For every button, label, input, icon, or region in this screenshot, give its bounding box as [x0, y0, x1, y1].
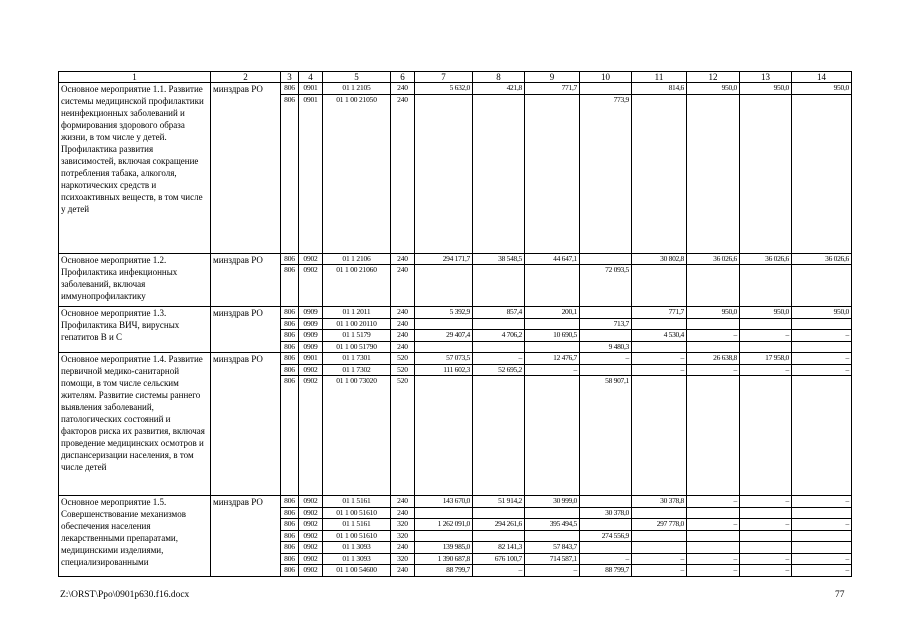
amount-cell — [473, 507, 525, 519]
code-cell: 806 — [281, 542, 299, 554]
amount-cell — [792, 542, 852, 554]
amount-cell — [632, 341, 687, 353]
amount-cell: – — [792, 496, 852, 508]
code-cell: 806 — [281, 353, 299, 365]
amount-cell: – — [740, 565, 792, 577]
amount-cell: 676 100,7 — [473, 553, 525, 565]
amount-cell — [792, 530, 852, 542]
amount-cell: 10 690,5 — [525, 330, 580, 342]
amount-cell: 30 378,0 — [580, 507, 632, 519]
code-cell: 806 — [281, 265, 299, 307]
amount-cell: 12 476,7 — [525, 353, 580, 365]
code-cell: 0902 — [299, 553, 323, 565]
amount-cell — [632, 507, 687, 519]
amount-cell: 26 638,8 — [687, 353, 740, 365]
amount-cell — [473, 94, 525, 253]
table-row — [59, 496, 852, 508]
amount-cell: 52 695,2 — [473, 364, 525, 376]
header-cell: 12 — [687, 72, 740, 83]
amount-cell: – — [580, 553, 632, 565]
amount-cell: 771,7 — [632, 307, 687, 319]
amount-cell: 294 261,6 — [473, 519, 525, 531]
amount-cell: – — [792, 330, 852, 342]
amount-cell — [792, 94, 852, 253]
amount-cell: – — [632, 565, 687, 577]
amount-cell: – — [687, 364, 740, 376]
header-cell: 11 — [632, 72, 687, 83]
amount-cell: 857,4 — [473, 307, 525, 319]
amount-cell — [415, 507, 473, 519]
code-cell: 0902 — [299, 376, 323, 496]
amount-cell — [525, 376, 580, 496]
amount-cell: 143 670,0 — [415, 496, 473, 508]
table-row — [59, 83, 852, 95]
table-body — [59, 72, 852, 577]
amount-cell — [632, 542, 687, 554]
code-cell: 0909 — [299, 307, 323, 319]
amount-cell — [525, 94, 580, 253]
amount-cell — [415, 530, 473, 542]
code-cell: 806 — [281, 94, 299, 253]
amount-cell — [415, 318, 473, 330]
header-cell: 4 — [299, 72, 323, 83]
code-cell: 240 — [391, 83, 415, 95]
code-cell: 0909 — [299, 318, 323, 330]
amount-cell: – — [792, 565, 852, 577]
amount-cell: 713,7 — [580, 318, 632, 330]
code-cell: 320 — [391, 530, 415, 542]
amount-cell: – — [632, 364, 687, 376]
code-cell: 806 — [281, 496, 299, 508]
amount-cell — [687, 94, 740, 253]
amount-cell: – — [525, 364, 580, 376]
measure-description: Основное мероприятие 1.2. Профилактика инфекционных заболеваний, включая иммунопрофилактику — [59, 253, 211, 307]
amount-cell: 950,0 — [687, 83, 740, 95]
amount-cell — [740, 94, 792, 253]
page-number: 77 — [835, 590, 845, 600]
amount-cell: 814,6 — [632, 83, 687, 95]
code-cell: 806 — [281, 530, 299, 542]
code-cell: 240 — [391, 318, 415, 330]
amount-cell — [415, 341, 473, 353]
amount-cell: – — [740, 553, 792, 565]
amount-cell: – — [792, 353, 852, 365]
amount-cell: – — [740, 330, 792, 342]
amount-cell — [792, 341, 852, 353]
amount-cell: 421,8 — [473, 83, 525, 95]
amount-cell — [632, 318, 687, 330]
code-cell: 520 — [391, 353, 415, 365]
amount-cell: 5 632,0 — [415, 83, 473, 95]
code-cell: 806 — [281, 364, 299, 376]
code-cell: 0901 — [299, 83, 323, 95]
code-cell: 0902 — [299, 364, 323, 376]
amount-cell: 4 706,2 — [473, 330, 525, 342]
code-cell: 240 — [391, 507, 415, 519]
amount-cell: 9 480,3 — [580, 341, 632, 353]
amount-cell — [740, 376, 792, 496]
amount-cell — [632, 376, 687, 496]
amount-cell: 88 799,7 — [415, 565, 473, 577]
code-cell: 320 — [391, 519, 415, 531]
code-cell: 240 — [391, 496, 415, 508]
amount-cell: 57 073,5 — [415, 353, 473, 365]
amount-cell: 4 530,4 — [632, 330, 687, 342]
amount-cell: – — [740, 364, 792, 376]
amount-cell — [525, 341, 580, 353]
code-cell: 01 1 00 20110 — [323, 318, 391, 330]
amount-cell: – — [473, 565, 525, 577]
code-cell: 520 — [391, 376, 415, 496]
amount-cell — [473, 530, 525, 542]
code-cell: 01 1 2106 — [323, 253, 391, 265]
header-cell: 9 — [525, 72, 580, 83]
amount-cell — [580, 519, 632, 531]
table-row — [59, 253, 852, 265]
amount-cell: 950,0 — [792, 307, 852, 319]
executor-cell: минздрав РО — [211, 83, 281, 254]
executor-cell: минздрав РО — [211, 496, 281, 577]
code-cell: 01 1 7302 — [323, 364, 391, 376]
amount-cell: 294 171,7 — [415, 253, 473, 265]
footer-file-path: Z:\ORST\Ppo\0901p630.f16.docx — [60, 590, 190, 600]
header-cell: 5 — [323, 72, 391, 83]
code-cell: 01 1 5161 — [323, 496, 391, 508]
code-cell: 320 — [391, 553, 415, 565]
code-cell: 0902 — [299, 565, 323, 577]
amount-cell: 82 141,3 — [473, 542, 525, 554]
amount-cell: 950,0 — [740, 83, 792, 95]
amount-cell — [687, 341, 740, 353]
header-cell: 2 — [211, 72, 281, 83]
amount-cell — [792, 318, 852, 330]
code-cell: 0902 — [299, 253, 323, 265]
amount-cell: – — [580, 353, 632, 365]
amount-cell — [740, 507, 792, 519]
code-cell: 01 1 3093 — [323, 542, 391, 554]
amount-cell — [415, 376, 473, 496]
amount-cell — [415, 94, 473, 253]
header-cell: 14 — [792, 72, 852, 83]
code-cell: 806 — [281, 253, 299, 265]
amount-cell — [525, 318, 580, 330]
amount-cell: – — [525, 565, 580, 577]
code-cell: 01 1 00 21050 — [323, 94, 391, 253]
amount-cell: 38 548,5 — [473, 253, 525, 265]
amount-cell: 950,0 — [792, 83, 852, 95]
code-cell: 01 1 3093 — [323, 553, 391, 565]
amount-cell: 139 985,0 — [415, 542, 473, 554]
amount-cell: 36 026,6 — [792, 253, 852, 265]
amount-cell: 88 799,7 — [580, 565, 632, 577]
code-cell: 0902 — [299, 542, 323, 554]
amount-cell — [792, 376, 852, 496]
amount-cell: 29 407,4 — [415, 330, 473, 342]
amount-cell: 17 958,0 — [740, 353, 792, 365]
amount-cell: 30 378,8 — [632, 496, 687, 508]
code-cell: 240 — [391, 265, 415, 307]
code-cell: 806 — [281, 507, 299, 519]
code-cell: 240 — [391, 94, 415, 253]
amount-cell — [687, 318, 740, 330]
amount-cell: 771,7 — [525, 83, 580, 95]
code-cell: 240 — [391, 307, 415, 319]
header-cell: 7 — [415, 72, 473, 83]
code-cell: 0902 — [299, 496, 323, 508]
header-cell: 1 — [59, 72, 211, 83]
amount-cell — [525, 507, 580, 519]
amount-cell — [740, 542, 792, 554]
amount-cell: 1 390 687,8 — [415, 553, 473, 565]
amount-cell — [473, 376, 525, 496]
amount-cell: 950,0 — [740, 307, 792, 319]
header-cell: 3 — [281, 72, 299, 83]
amount-cell: – — [632, 553, 687, 565]
amount-cell — [687, 265, 740, 307]
amount-cell — [473, 318, 525, 330]
amount-cell: 44 647,1 — [525, 253, 580, 265]
amount-cell — [525, 530, 580, 542]
amount-cell — [740, 318, 792, 330]
measure-description: Основное мероприятие 1.5. Совершенствование механизмов обеспечения населения лекарственными препаратами, медицинскими изделиями, специализированными — [59, 496, 211, 577]
code-cell: 240 — [391, 565, 415, 577]
code-cell: 0902 — [299, 507, 323, 519]
amount-cell — [580, 496, 632, 508]
amount-cell — [525, 265, 580, 307]
code-cell: 520 — [391, 364, 415, 376]
amount-cell: – — [687, 330, 740, 342]
code-cell: 806 — [281, 565, 299, 577]
header-cell: 13 — [740, 72, 792, 83]
code-cell: 0902 — [299, 530, 323, 542]
amount-cell: 714 587,1 — [525, 553, 580, 565]
amount-cell: 773,9 — [580, 94, 632, 253]
code-cell: 0901 — [299, 353, 323, 365]
amount-cell: – — [687, 553, 740, 565]
header-cell: 10 — [580, 72, 632, 83]
amount-cell — [792, 265, 852, 307]
amount-cell: – — [687, 565, 740, 577]
amount-cell: 297 778,0 — [632, 519, 687, 531]
amount-cell — [687, 507, 740, 519]
code-cell: 806 — [281, 330, 299, 342]
code-cell: 0909 — [299, 330, 323, 342]
amount-cell: – — [740, 519, 792, 531]
amount-cell: 395 494,5 — [525, 519, 580, 531]
code-cell: 01 1 5161 — [323, 519, 391, 531]
amount-cell: 36 026,6 — [740, 253, 792, 265]
amount-cell — [580, 253, 632, 265]
amount-cell: 36 026,6 — [687, 253, 740, 265]
code-cell: 01 1 00 51610 — [323, 530, 391, 542]
code-cell: 01 1 00 21060 — [323, 265, 391, 307]
amount-cell — [580, 330, 632, 342]
amount-cell: 57 843,7 — [525, 542, 580, 554]
header-cell: 6 — [391, 72, 415, 83]
table-row — [59, 307, 852, 319]
amount-cell — [687, 542, 740, 554]
header-cell: 8 — [473, 72, 525, 83]
amount-cell: 30 999,0 — [525, 496, 580, 508]
code-cell: 806 — [281, 341, 299, 353]
code-cell: 806 — [281, 553, 299, 565]
amount-cell: – — [792, 364, 852, 376]
measure-description: Основное мероприятие 1.4. Развитие первичной медико-санитарной помощи, в том числе сельским жителям. Развитие системы раннего выявления заболеваний, патологических состояний и факторов риска их развития, включая проведение медицинских осмотров и диспансеризации населения, в том числе детей — [59, 353, 211, 496]
amount-cell — [580, 307, 632, 319]
code-cell: 01 1 00 51610 — [323, 507, 391, 519]
code-cell: 01 1 2105 — [323, 83, 391, 95]
table-row — [59, 353, 852, 365]
amount-cell: 274 556,9 — [580, 530, 632, 542]
amount-cell — [687, 530, 740, 542]
code-cell: 806 — [281, 307, 299, 319]
amount-cell: – — [687, 519, 740, 531]
amount-cell — [580, 83, 632, 95]
amount-cell — [632, 530, 687, 542]
code-cell: 01 1 00 51790 — [323, 341, 391, 353]
amount-cell — [632, 94, 687, 253]
code-cell: 806 — [281, 318, 299, 330]
amount-cell — [473, 265, 525, 307]
executor-cell: минздрав РО — [211, 253, 281, 307]
code-cell: 0902 — [299, 519, 323, 531]
amount-cell — [580, 364, 632, 376]
amount-cell: – — [473, 353, 525, 365]
amount-cell: – — [687, 496, 740, 508]
measure-description: Основное мероприятие 1.3. Профилактика ВИЧ, вирусных гепатитов В и С — [59, 307, 211, 353]
code-cell: 240 — [391, 253, 415, 265]
amount-cell: – — [792, 519, 852, 531]
code-cell: 0902 — [299, 265, 323, 307]
amount-cell — [415, 265, 473, 307]
amount-cell: – — [792, 553, 852, 565]
amount-cell — [740, 530, 792, 542]
amount-cell — [580, 542, 632, 554]
code-cell: 240 — [391, 341, 415, 353]
amount-cell: 200,1 — [525, 307, 580, 319]
code-cell: 01 1 7301 — [323, 353, 391, 365]
code-cell: 806 — [281, 83, 299, 95]
amount-cell — [792, 507, 852, 519]
amount-cell: 72 093,5 — [580, 265, 632, 307]
executor-cell: минздрав РО — [211, 353, 281, 496]
code-cell: 0909 — [299, 341, 323, 353]
amount-cell: 51 914,2 — [473, 496, 525, 508]
code-cell: 806 — [281, 376, 299, 496]
code-cell: 0901 — [299, 94, 323, 253]
amount-cell: 5 392,9 — [415, 307, 473, 319]
code-cell: 240 — [391, 542, 415, 554]
amount-cell: – — [740, 496, 792, 508]
amount-cell — [740, 265, 792, 307]
amount-cell: 111 602,3 — [415, 364, 473, 376]
amount-cell — [687, 376, 740, 496]
amount-cell: 30 802,8 — [632, 253, 687, 265]
executor-cell: минздрав РО — [211, 307, 281, 353]
amount-cell — [473, 341, 525, 353]
amount-cell: 950,0 — [687, 307, 740, 319]
budget-table — [58, 71, 852, 577]
code-cell: 806 — [281, 519, 299, 531]
code-cell: 01 1 00 54600 — [323, 565, 391, 577]
code-cell: 01 1 00 73020 — [323, 376, 391, 496]
code-cell: 240 — [391, 330, 415, 342]
code-cell: 01 1 2011 — [323, 307, 391, 319]
header-row — [59, 72, 852, 83]
code-cell: 01 1 5179 — [323, 330, 391, 342]
amount-cell: – — [632, 353, 687, 365]
amount-cell — [632, 265, 687, 307]
amount-cell: 58 907,1 — [580, 376, 632, 496]
amount-cell: 1 262 091,0 — [415, 519, 473, 531]
measure-description: Основное мероприятие 1.1. Развитие системы медицинской профилактики неинфекционных заболеваний и формирования здорового образа жизни, в том числе у детей. Профилактика развития зависимостей, включая сокращение потребления табака, алкоголя, наркотических средств и психоактивных веществ, в том числе у детей — [59, 83, 211, 254]
amount-cell — [740, 341, 792, 353]
